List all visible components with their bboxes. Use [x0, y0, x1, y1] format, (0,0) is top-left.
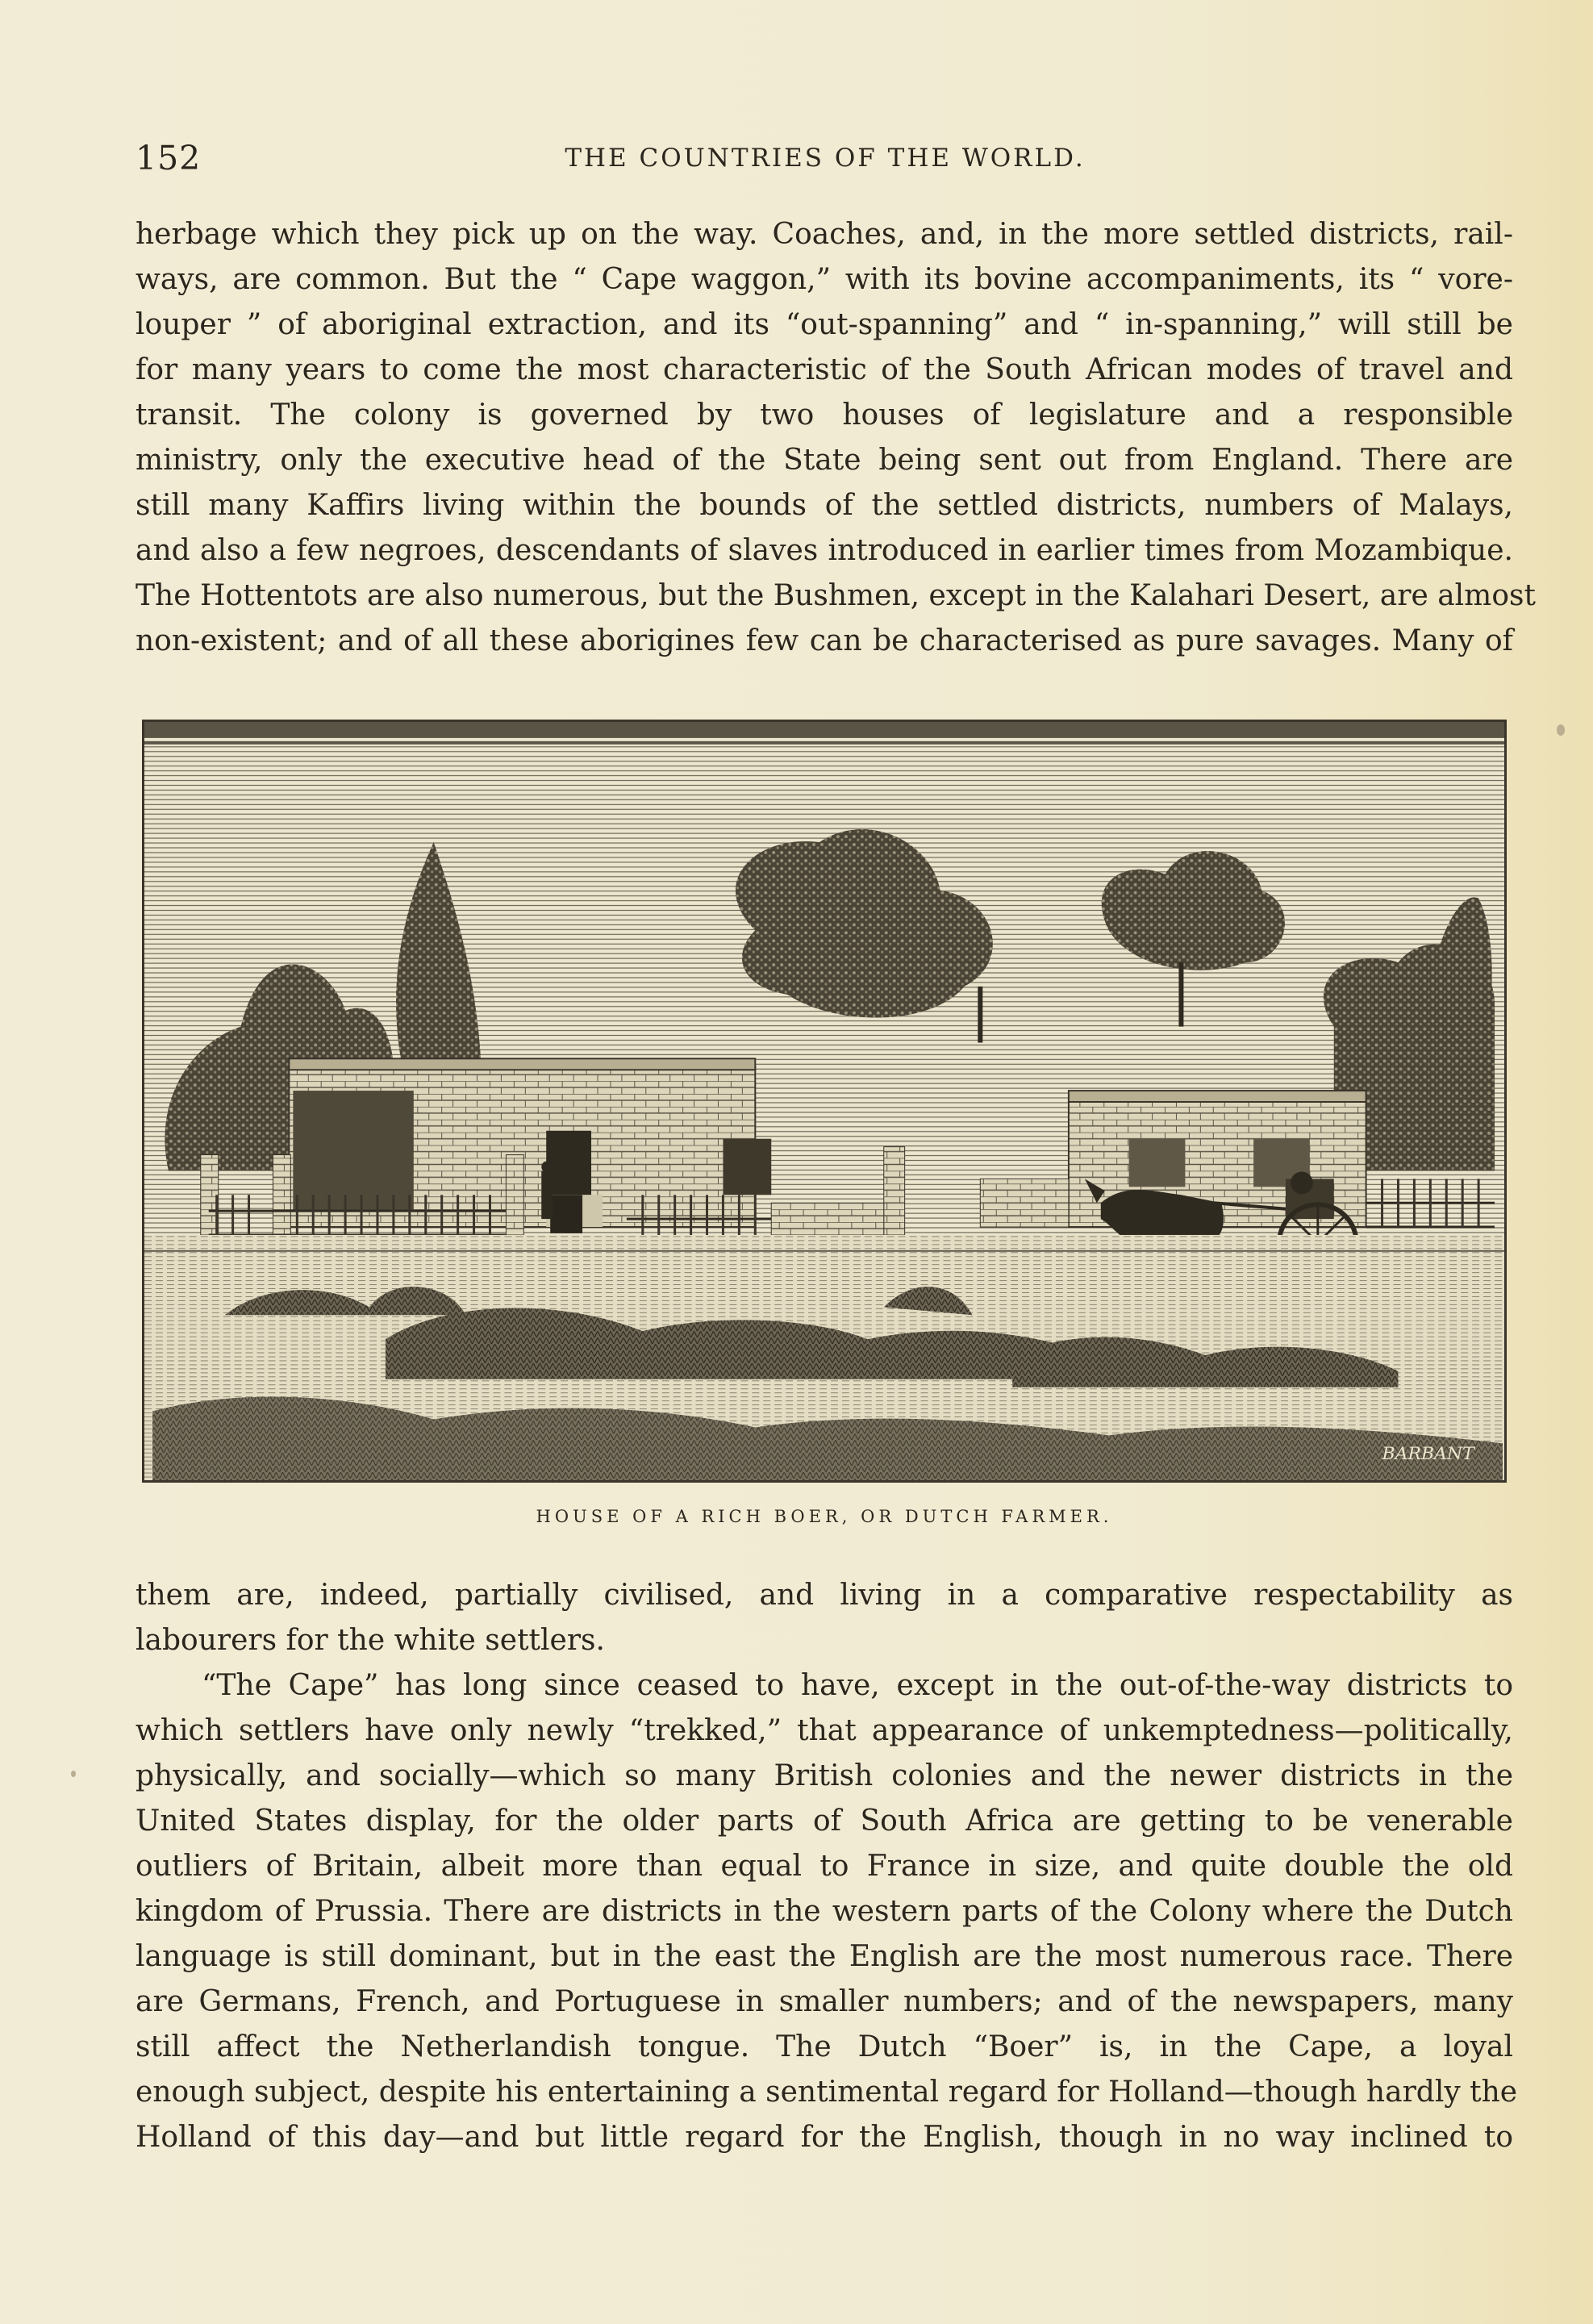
text-line: still affect the Netherlandish tongue. The Dutch “Boer” is, in the Cape, a loyal: [136, 2030, 1513, 2063]
text-line: transit. The colony is governed by two houses of legislature and a responsible: [136, 398, 1513, 432]
page-number: 152: [136, 139, 202, 177]
text-line: physically, and socially—which so many British colonies and the newer districts in the: [136, 1759, 1513, 1792]
text-line: ministry, only the executive head of the State being sent out from England. There are: [136, 444, 1513, 477]
paper-speck: [1557, 724, 1565, 736]
engraver-signature: BARBANT: [1382, 1444, 1474, 1465]
text-line: language is still dominant, but in the east the English are the most numerous race. There: [136, 1940, 1513, 1973]
text-line: louper ” of aboriginal extraction, and its “out-spanning” and “ in-spanning,” will still be: [136, 308, 1513, 341]
text-line: United States display, for the older parts of South Africa are getting to be venerable: [136, 1805, 1513, 1838]
page-header: [136, 139, 1515, 187]
text-line: ways, are common. But the “ Cape waggon,” with its bovine accompaniments, its “ vore-: [136, 263, 1513, 296]
text-line: Holland of this day—and but little regard for the English, though in no way inclined to: [136, 2121, 1513, 2154]
text-line: herbage which they pick up on the way. Coaches, and, in the more settled districts, rail-: [136, 218, 1513, 251]
text-line: and also a few negroes, descendants of slaves introduced in earlier times from Mozambique.: [136, 534, 1513, 567]
text-line: outliers of Britain, albeit more than equal to France in size, and quite double the old: [136, 1850, 1513, 1883]
text-line: kingdom of Prussia. There are districts in the western parts of the Colony where the Dutch: [136, 1895, 1513, 1928]
text-line: The Hottentots are also numerous, but the Bushmen, except in the Kalahari Desert, are almost: [136, 579, 1536, 612]
text-line: are Germans, French, and Portuguese in smaller numbers; and of the newspapers, many: [136, 1985, 1513, 2018]
text-line: “The Cape” has long since ceased to have, except in the out-of-the-way districts to: [202, 1669, 1513, 1702]
engraving-drawing: [144, 722, 1504, 1480]
text-line: still many Kaffirs living within the bounds of the settled districts, numbers of Malays,: [136, 489, 1513, 522]
top-paragraph: [136, 212, 1536, 664]
bottom-text: [136, 1573, 1518, 2160]
text-line: enough subject, despite his entertaining a sentimental regard for Holland—though hardly the: [136, 2076, 1518, 2109]
paper-speck: [71, 1771, 76, 1777]
engraving-illustration: [142, 720, 1507, 1483]
figure-caption: HOUSE OF A RICH BOER, OR DUTCH FARMER.: [536, 1507, 1113, 1526]
text-line: for many years to come the most characteristic of the South African modes of travel and: [136, 353, 1513, 386]
text-line: them are, indeed, partially civilised, and living in a comparative respectability as: [136, 1579, 1513, 1612]
text-line: which settlers have only newly “trekked,” that appearance of unkemptedness—politically,: [136, 1714, 1513, 1747]
text-line: non-existent; and of all these aborigines few can be characterised as pure savages. Many of: [136, 624, 1513, 657]
text-line: labourers for the white settlers.: [136, 1624, 605, 1657]
running-title: THE COUNTRIES OF THE WORLD.: [565, 144, 1086, 173]
